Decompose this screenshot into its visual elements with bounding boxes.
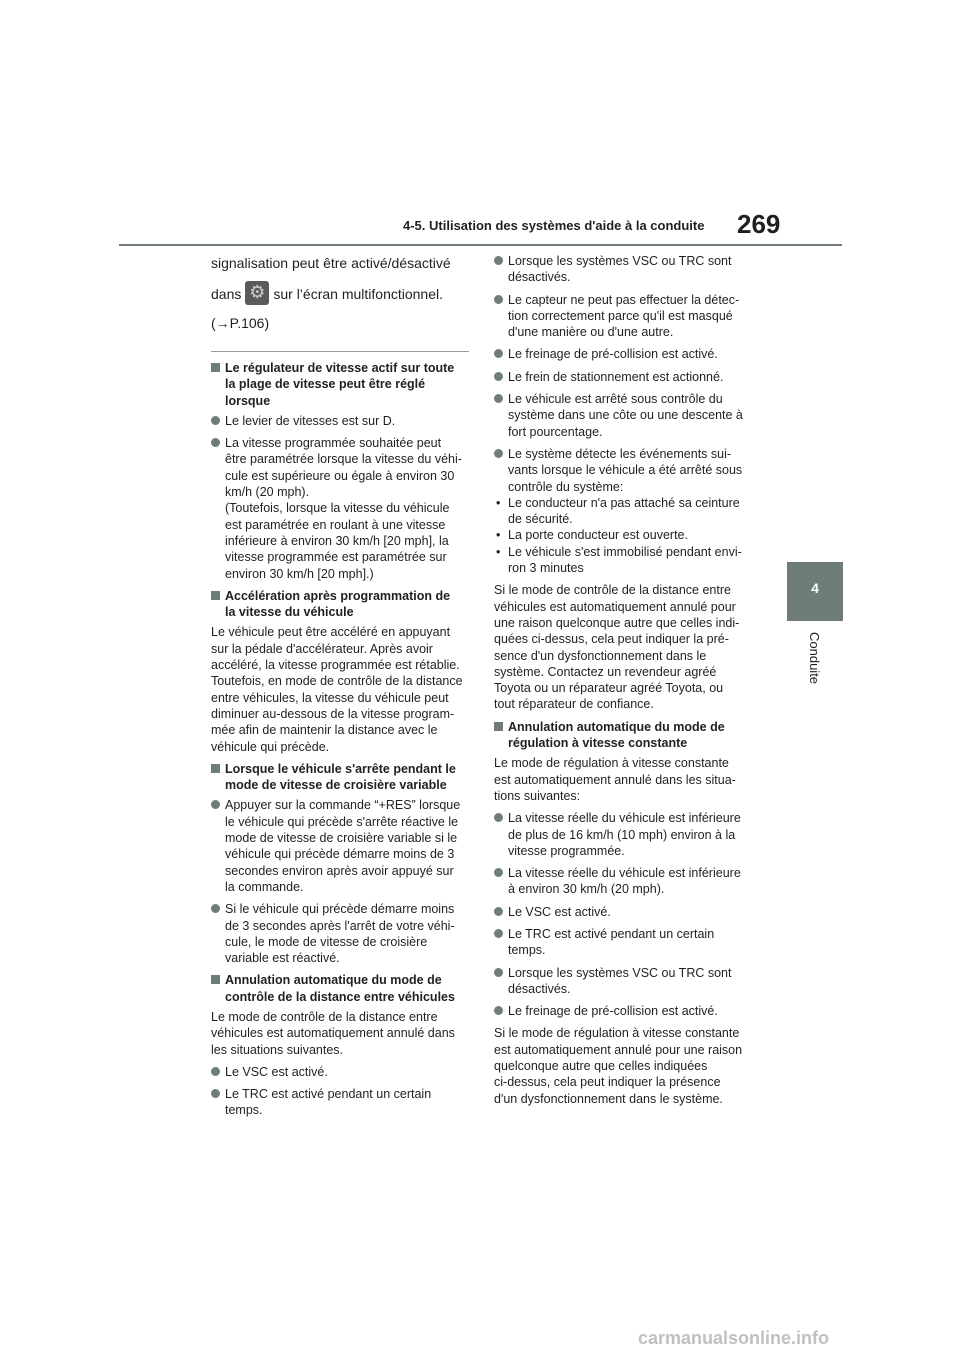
paragraph: Le mode de régulation à vitesse constante est automatiquement annulé dans les situa- tions suivantes:: [494, 756, 736, 803]
section-heading: Accélération après programmation de la vitesse du véhicule: [211, 588, 469, 621]
sub-list-item: • Le véhicule s'est immobilisé pendant envi- ron 3 minutes: [494, 544, 752, 577]
bullet-item: Le VSC est activé.: [211, 1064, 469, 1080]
intro-line-2-pre: dans: [211, 286, 242, 302]
bullet-item: La vitesse programmée souhaitée peut être paramétrée lorsque la vitesse du véhi- cule est supérieure ou égale à environ 30 km/h (20 mph). (Toutefois, lorsque la vitesse du véhicule est paramétrée en roulant à une vitesse inférieure à environ 30 km/h [20 mph], la vitesse programmée est paramétrée sur environ 30 km/h [20 mph].): [211, 435, 469, 582]
bullet-item: Le freinage de pré-collision est activé.: [494, 1003, 752, 1019]
section-heading: Annulation automatique du mode de régulation à vitesse constante: [494, 719, 752, 752]
sub-list-item: • La porte conducteur est ouverte.: [494, 527, 752, 543]
section-divider: [211, 351, 469, 352]
paragraph: Si le mode de régulation à vitesse constante est automatiquement annulé pour une raison quelconque autre que celles indiquées ci-dessus, cela peut indiquer la présence d'un dysfonctionnement dans le système.: [494, 1026, 743, 1106]
paragraph: Si le mode de contrôle de la distance entre véhicules est automatiquement annulé pour une raison quelconque autre que celles indi- quées ci-dessus, cela peut indiquer la pré- sence d'un dysfonctionnement dans le système. Contactez un revendeur agréé Toyota ou un réparateur agréé Toyota, ou tout réparateur de confiance.: [494, 583, 740, 712]
bullet-item: Le levier de vitesses est sur D.: [211, 413, 469, 429]
bullet-item: Le TRC est activé pendant un certain temps.: [494, 926, 752, 959]
watermark: carmanualsonline.info: [638, 1328, 830, 1348]
bullet-item: Le véhicule est arrêté sous contrôle du système dans une côte ou une descente à fort pourcentage.: [494, 391, 752, 440]
gear-icon: [245, 281, 269, 305]
intro-line-1: signalisation peut être activé/désactivé: [211, 255, 451, 271]
bullet-item: Le VSC est activé.: [494, 904, 752, 920]
bullet-item: Lorsque les systèmes VSC ou TRC sont désactivés.: [494, 965, 752, 998]
bullet-item: Si le véhicule qui précède démarre moins de 3 secondes après l'arrêt de votre véhi- cule, le mode de vitesse de croisière variable est réactivé.: [211, 901, 469, 966]
sub-list-item: • Le conducteur n'a pas attaché sa ceinture de sécurité.: [494, 495, 752, 528]
paragraph: Le mode de contrôle de la distance entre véhicules est automatiquement annulé dans les situations suivantes.: [211, 1009, 455, 1057]
bullet-item: Lorsque les systèmes VSC ou TRC sont désactivés.: [494, 253, 752, 286]
bullet-item: Le système détecte les événements sui- vants lorsque le véhicule a été arrêté sous contrôle du système:: [494, 446, 752, 495]
intro-text: [211, 253, 469, 333]
section-title: 4-5. Utilisation des systèmes d'aide à la conduite: [403, 218, 705, 233]
bullet-item: Appuyer sur la commande “+RES” lorsque le véhicule qui précède s'arrête réactive le mode de vitesse de croisière variable si le véhicule qui précède démarre moins de 3 secondes environ après avoir appuyé sur la commande.: [211, 797, 469, 895]
left-column: [211, 253, 469, 1125]
page-number: 269: [737, 209, 781, 239]
bullet-item: La vitesse réelle du véhicule est inférieure de plus de 16 km/h (10 mph) environ à la vitesse programmée.: [494, 810, 752, 859]
chapter-number: 4: [811, 580, 819, 596]
paragraph: Le véhicule peut être accéléré en appuyant sur la pédale d'accélérateur. Après avoir accéléré, la vitesse programmée est rétablie. Toutefois, en mode de contrôle de la distance entre véhicules, la vitesse du véhicule peut diminuer au-dessous de la vitesse program- mée afin de maintenir la distance avec le véhicule qui précède.: [211, 625, 463, 754]
section-heading: Le régulateur de vitesse actif sur toute la plage de vitesse peut être réglé lorsque: [211, 360, 469, 409]
intro-line-2-post: sur l’écran multifonctionnel.: [273, 286, 443, 302]
bullet-item: Le freinage de pré-collision est activé.: [494, 346, 752, 362]
section-heading: Lorsque le véhicule s'arrête pendant le mode de vitesse de croisière variable: [211, 761, 469, 794]
section-heading: Annulation automatique du mode de contrôle de la distance entre véhicules: [211, 972, 469, 1005]
chapter-label: Conduite: [807, 632, 822, 685]
bullet-item: Le TRC est activé pendant un certain temps.: [211, 1086, 469, 1119]
bullet-item: Le frein de stationnement est actionné.: [494, 369, 752, 385]
right-column: [494, 253, 752, 1113]
page-reference: (→P.106): [211, 315, 270, 331]
bullet-item: La vitesse réelle du véhicule est inférieure à environ 30 km/h (20 mph).: [494, 865, 752, 898]
header-rule: [119, 244, 842, 246]
bullet-item: Le capteur ne peut pas effectuer la détec- tion correctement parce qu'il est masqué d'une manière ou d'une autre.: [494, 292, 752, 341]
intro-line-2: [211, 281, 469, 305]
